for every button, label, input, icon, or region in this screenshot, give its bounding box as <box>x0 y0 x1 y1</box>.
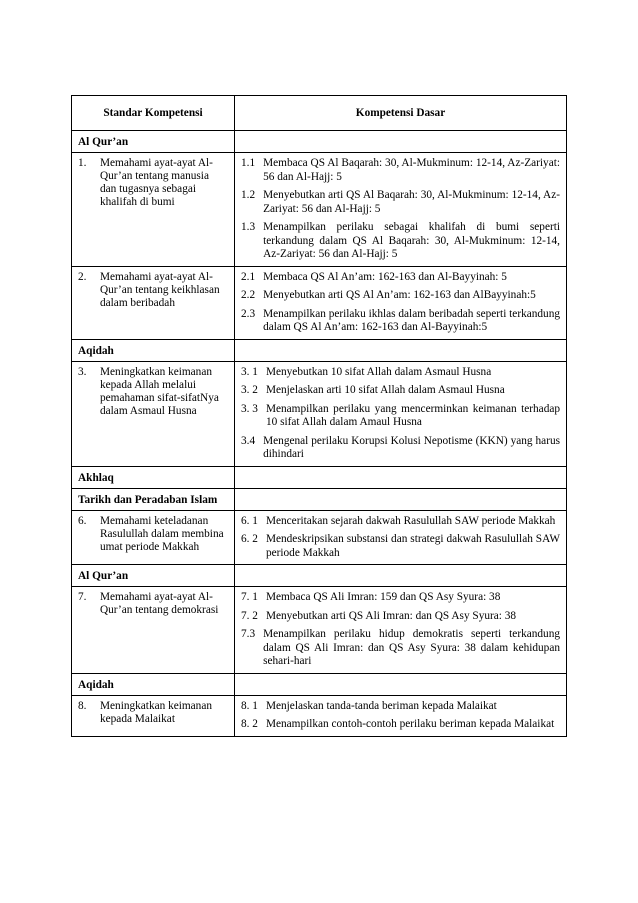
kompetensi-dasar-cell <box>235 695 567 736</box>
kompetensi-dasar-item <box>241 221 560 262</box>
kd-text: Menceritakan sejarah dakwah Rasulullah SAW periode Makkah <box>265 514 556 527</box>
standar-kompetensi-item <box>78 591 228 617</box>
table-row <box>72 510 567 565</box>
kompetensi-dasar-item <box>241 591 560 605</box>
kd-text: Membaca QS Al Baqarah: 30, Al-Mukminum: 12-14, Az-Zariyat: 56 dan Al-Hajj: 5 <box>263 157 560 183</box>
standar-kompetensi-cell <box>72 266 235 339</box>
standar-kompetensi-cell <box>72 695 235 736</box>
kd-number: 3.4 <box>241 434 256 447</box>
table-header-row <box>72 96 567 131</box>
kompetensi-dasar-item <box>241 718 560 732</box>
kompetensi-dasar-item <box>241 157 560 184</box>
kd-text: Menampilkan perilaku hidup demokratis seperti terkandung dalam QS Ali Imran: dan QS Asy Syura: 38 dalam kehidupan sehari-hari <box>263 628 560 667</box>
kd-text: Menyebutkan arti QS Al Baqarah: 30, Al-Mukminum: 12-14, Az-Zariyat: 56 dan Al-Hajj: 5 <box>263 189 560 215</box>
sk-text: Memahami keteladanan Rasulullah dalam membina umat periode Makkah <box>100 514 224 553</box>
sk-number: 8. <box>78 699 87 712</box>
kompetensi-dasar-item <box>241 289 560 303</box>
competency-table <box>71 95 567 737</box>
kompetensi-dasar-item <box>241 610 560 624</box>
sk-number: 6. <box>78 514 87 527</box>
sk-text: Memahami ayat-ayat Al-Qur’an tentang keikhlasan dalam beribadah <box>100 270 220 309</box>
kd-text: Membaca QS Al An’am: 162-163 dan Al-Bayyinah: 5 <box>263 270 507 283</box>
sk-number: 1. <box>78 157 87 169</box>
standar-kompetensi-item <box>78 515 228 554</box>
section-empty-cell <box>235 131 567 153</box>
kd-text: Menampilkan perilaku sebagai khalifah di bumi seperti terkandung dalam QS Al Baqarah: 30, Al-Mukminum: 12-14, Az-Zariyat: 56 dan Al-Hajj: 5 <box>263 221 560 260</box>
kompetensi-dasar-cell <box>235 266 567 339</box>
kd-number: 1.1 <box>241 157 256 169</box>
kompetensi-dasar-item <box>241 308 560 335</box>
section-title: Tarikh dan Peradaban Islam <box>72 488 235 510</box>
kd-number: 8. 2 <box>241 718 258 730</box>
kd-number: 1.2 <box>241 189 256 201</box>
kd-text: Menampilkan perilaku ikhlas dalam beribadah seperti terkandung dalam QS Al An’am: 162-163 dan Al-Bayyinah:5 <box>263 307 560 333</box>
sk-text: Memahami ayat-ayat Al-Qur’an tentang demokrasi <box>100 591 219 616</box>
sk-number: 3. <box>78 365 87 378</box>
kd-number: 2.3 <box>241 307 256 320</box>
kd-number: 3. 3 <box>241 402 258 415</box>
sk-number: 7. <box>78 591 87 603</box>
sk-text: Meningkatkan keimanan kepada Allah melalui pemahaman sifat-sifatNya dalam Asmaul Husna <box>100 365 219 417</box>
kd-text: Menjelaskan tanda-tanda beriman kepada Malaikat <box>265 699 497 712</box>
kompetensi-dasar-item <box>241 700 560 714</box>
kd-number: 2.1 <box>241 270 256 283</box>
table-body <box>72 131 567 737</box>
section-row <box>72 131 567 153</box>
kompetensi-dasar-item <box>241 384 560 398</box>
standar-kompetensi-cell <box>72 361 235 466</box>
kd-text: Menampilkan perilaku yang mencerminkan keimanan terhadap 10 sifat Allah dalam Amaul Husna <box>265 402 560 428</box>
sk-text: Meningkatkan keimanan kepada Malaikat <box>100 699 212 725</box>
standar-kompetensi-cell <box>72 587 235 674</box>
sk-number: 2. <box>78 270 87 283</box>
kompetensi-dasar-item <box>241 515 560 529</box>
kompetensi-dasar-cell <box>235 153 567 267</box>
kompetensi-dasar-item <box>241 403 560 430</box>
kd-text: Menyebutkan arti QS Ali Imran: dan QS Asy Syura: 38 <box>265 609 517 622</box>
kompetensi-dasar-item <box>241 628 560 669</box>
table-row <box>72 695 567 736</box>
kompetensi-dasar-cell <box>235 361 567 466</box>
sk-text: Memahami ayat-ayat Al-Qur’an tentang manusia dan tugasnya sebagai khalifah di bumi <box>100 157 213 208</box>
kompetensi-dasar-item <box>241 189 560 216</box>
kd-number: 6. 1 <box>241 514 258 527</box>
kd-text: Mengenal perilaku Korupsi Kolusi Nepotisme (KKN) yang harus dihindari <box>263 434 560 460</box>
table-row <box>72 587 567 674</box>
kd-number: 3. 2 <box>241 384 258 396</box>
kd-text: Menyebutkan arti QS Al An’am: 162-163 dan AlBayyinah:5 <box>263 289 536 301</box>
kd-text: Mendeskripsikan substansi dan strategi dakwah Rasulullah SAW periode Makkah <box>265 533 560 559</box>
section-row <box>72 466 567 488</box>
kd-number: 8. 1 <box>241 699 258 712</box>
section-empty-cell <box>235 339 567 361</box>
kd-text: Menjelaskan arti 10 sifat Allah dalam Asmaul Husna <box>265 384 505 396</box>
kompetensi-dasar-item <box>241 271 560 285</box>
kd-number: 3. 1 <box>241 365 258 378</box>
section-empty-cell <box>235 565 567 587</box>
section-empty-cell <box>235 488 567 510</box>
standar-kompetensi-item <box>78 700 228 726</box>
standar-kompetensi-item <box>78 157 228 209</box>
section-title: Aqidah <box>72 673 235 695</box>
kd-number: 7. 1 <box>241 591 258 603</box>
section-title: Al Qur’an <box>72 131 235 153</box>
kd-text: Menyebutkan 10 sifat Allah dalam Asmaul Husna <box>265 365 492 378</box>
kd-number: 1.3 <box>241 221 256 233</box>
table-row <box>72 361 567 466</box>
standar-kompetensi-cell <box>72 510 235 565</box>
kd-number: 7.3 <box>241 628 256 640</box>
kompetensi-dasar-item <box>241 435 560 462</box>
standar-kompetensi-item <box>78 366 228 418</box>
kompetensi-dasar-item <box>241 533 560 560</box>
kompetensi-dasar-cell <box>235 587 567 674</box>
section-empty-cell <box>235 673 567 695</box>
section-empty-cell <box>235 466 567 488</box>
kd-text: Menampilkan contoh-contoh perilaku beriman kepada Malaikat <box>265 718 555 730</box>
kompetensi-dasar-item <box>241 366 560 380</box>
header-standar-kompetensi: Standar Kompetensi <box>72 96 235 131</box>
kompetensi-dasar-cell <box>235 510 567 565</box>
section-row <box>72 339 567 361</box>
section-title: Aqidah <box>72 339 235 361</box>
kd-number: 7. 2 <box>241 609 258 622</box>
section-row <box>72 565 567 587</box>
section-row <box>72 673 567 695</box>
kd-number: 6. 2 <box>241 533 258 545</box>
table-row <box>72 266 567 339</box>
kd-text: Membaca QS Ali Imran: 159 dan QS Asy Syura: 38 <box>265 591 501 603</box>
table-row <box>72 153 567 267</box>
section-title: Al Qur’an <box>72 565 235 587</box>
standar-kompetensi-item <box>78 271 228 310</box>
section-row <box>72 488 567 510</box>
header-kompetensi-dasar: Kompetensi Dasar <box>235 96 567 131</box>
standar-kompetensi-cell <box>72 153 235 267</box>
section-title: Akhlaq <box>72 466 235 488</box>
kd-number: 2.2 <box>241 289 256 301</box>
